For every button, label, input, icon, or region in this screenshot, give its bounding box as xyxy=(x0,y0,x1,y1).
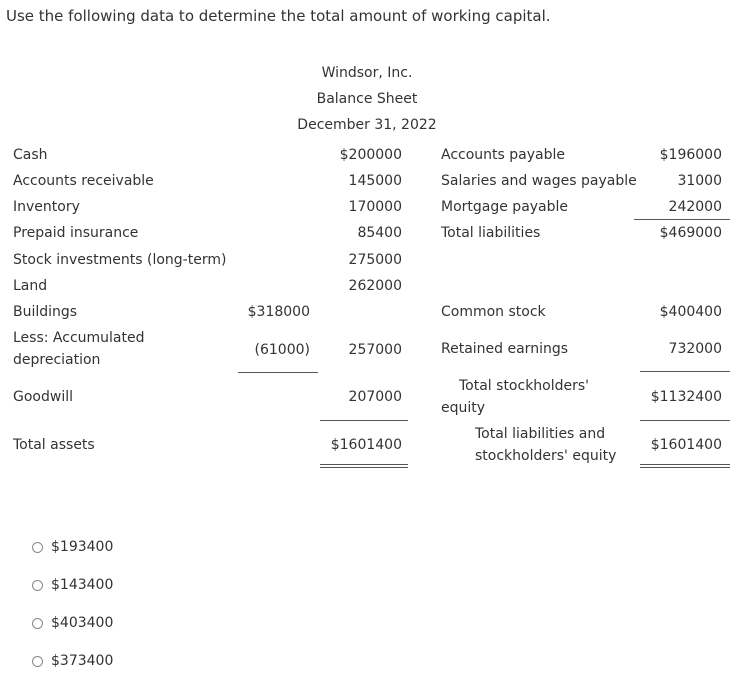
question-text: Use the following data to determine the total amount of working capital. xyxy=(6,7,551,25)
mortgage-payable-value: 242000 xyxy=(668,199,722,215)
statement-title: Balance Sheet xyxy=(316,91,418,107)
radio-button-icon[interactable] xyxy=(32,542,43,553)
statement-date: December 31, 2022 xyxy=(297,117,437,133)
common-stock-label: Common stock xyxy=(441,304,546,320)
assets-subtotal-line xyxy=(320,420,408,421)
accum-depreciation-label-1: Less: Accumulated xyxy=(13,330,145,346)
retained-earnings-label: Retained earnings xyxy=(441,341,569,357)
accounts-payable-value: $196000 xyxy=(659,147,722,163)
company-name: Windsor, Inc. xyxy=(321,65,413,81)
stock-investments-label: Stock investments (long-term) xyxy=(13,252,227,268)
liabilities-subtotal-line xyxy=(634,219,730,220)
total-liabilities-value: $469000 xyxy=(659,225,722,241)
accum-depreciation-label-2: depreciation xyxy=(13,352,101,368)
total-liab-equity-label-2: stockholders' equity xyxy=(475,448,617,464)
cash-value: $200000 xyxy=(339,147,402,163)
accounts-payable-label: Accounts payable xyxy=(441,147,565,163)
buildings-value: $318000 xyxy=(247,304,310,320)
accounts-receivable-value: 145000 xyxy=(348,173,402,189)
total-liab-equity-double-underline xyxy=(640,464,730,468)
answer-choice-label: $373400 xyxy=(51,653,114,669)
answer-choice-4[interactable] xyxy=(32,651,113,671)
total-liab-equity-label-1: Total liabilities and xyxy=(475,426,606,442)
retained-earnings-value: 732000 xyxy=(668,341,722,357)
answer-choice-2[interactable] xyxy=(32,575,113,595)
buildings-underline xyxy=(238,372,318,373)
answer-choice-3[interactable] xyxy=(32,613,113,633)
total-assets-value: $1601400 xyxy=(330,437,402,453)
total-assets-double-underline xyxy=(320,464,408,468)
total-liab-equity-value: $1601400 xyxy=(650,437,722,453)
inventory-label: Inventory xyxy=(13,199,80,215)
answer-choice-label: $193400 xyxy=(51,539,114,555)
prepaid-insurance-label: Prepaid insurance xyxy=(13,225,139,241)
inventory-value: 170000 xyxy=(348,199,402,215)
total-liabilities-label: Total liabilities xyxy=(441,225,541,241)
goodwill-value: 207000 xyxy=(348,389,402,405)
prepaid-insurance-value: 85400 xyxy=(357,225,402,241)
cash-label: Cash xyxy=(13,147,48,163)
total-equity-value: $1132400 xyxy=(650,389,722,405)
equity-subtotal-line xyxy=(640,371,730,372)
land-value: 262000 xyxy=(348,278,402,294)
buildings-label: Buildings xyxy=(13,304,78,320)
radio-button-icon[interactable] xyxy=(32,580,43,591)
radio-button-icon[interactable] xyxy=(32,618,43,629)
accum-depreciation-value: (61000) xyxy=(254,342,310,358)
answer-choice-label: $403400 xyxy=(51,615,114,631)
salaries-payable-value: 31000 xyxy=(677,173,722,189)
total-equity-label-1: Total stockholders' xyxy=(459,378,590,394)
answer-choice-1[interactable] xyxy=(32,537,113,557)
net-buildings-value: 257000 xyxy=(348,342,402,358)
salaries-payable-label: Salaries and wages payable xyxy=(441,173,637,189)
radio-button-icon[interactable] xyxy=(32,656,43,667)
accounts-receivable-label: Accounts receivable xyxy=(13,173,154,189)
common-stock-value: $400400 xyxy=(659,304,722,320)
goodwill-label: Goodwill xyxy=(13,389,73,405)
stock-investments-value: 275000 xyxy=(348,252,402,268)
total-equity-label-2: equity xyxy=(441,400,486,416)
total-assets-label: Total assets xyxy=(13,437,95,453)
total-equity-line xyxy=(640,420,730,421)
answer-choice-label: $143400 xyxy=(51,577,114,593)
land-label: Land xyxy=(13,278,48,294)
mortgage-payable-label: Mortgage payable xyxy=(441,199,569,215)
